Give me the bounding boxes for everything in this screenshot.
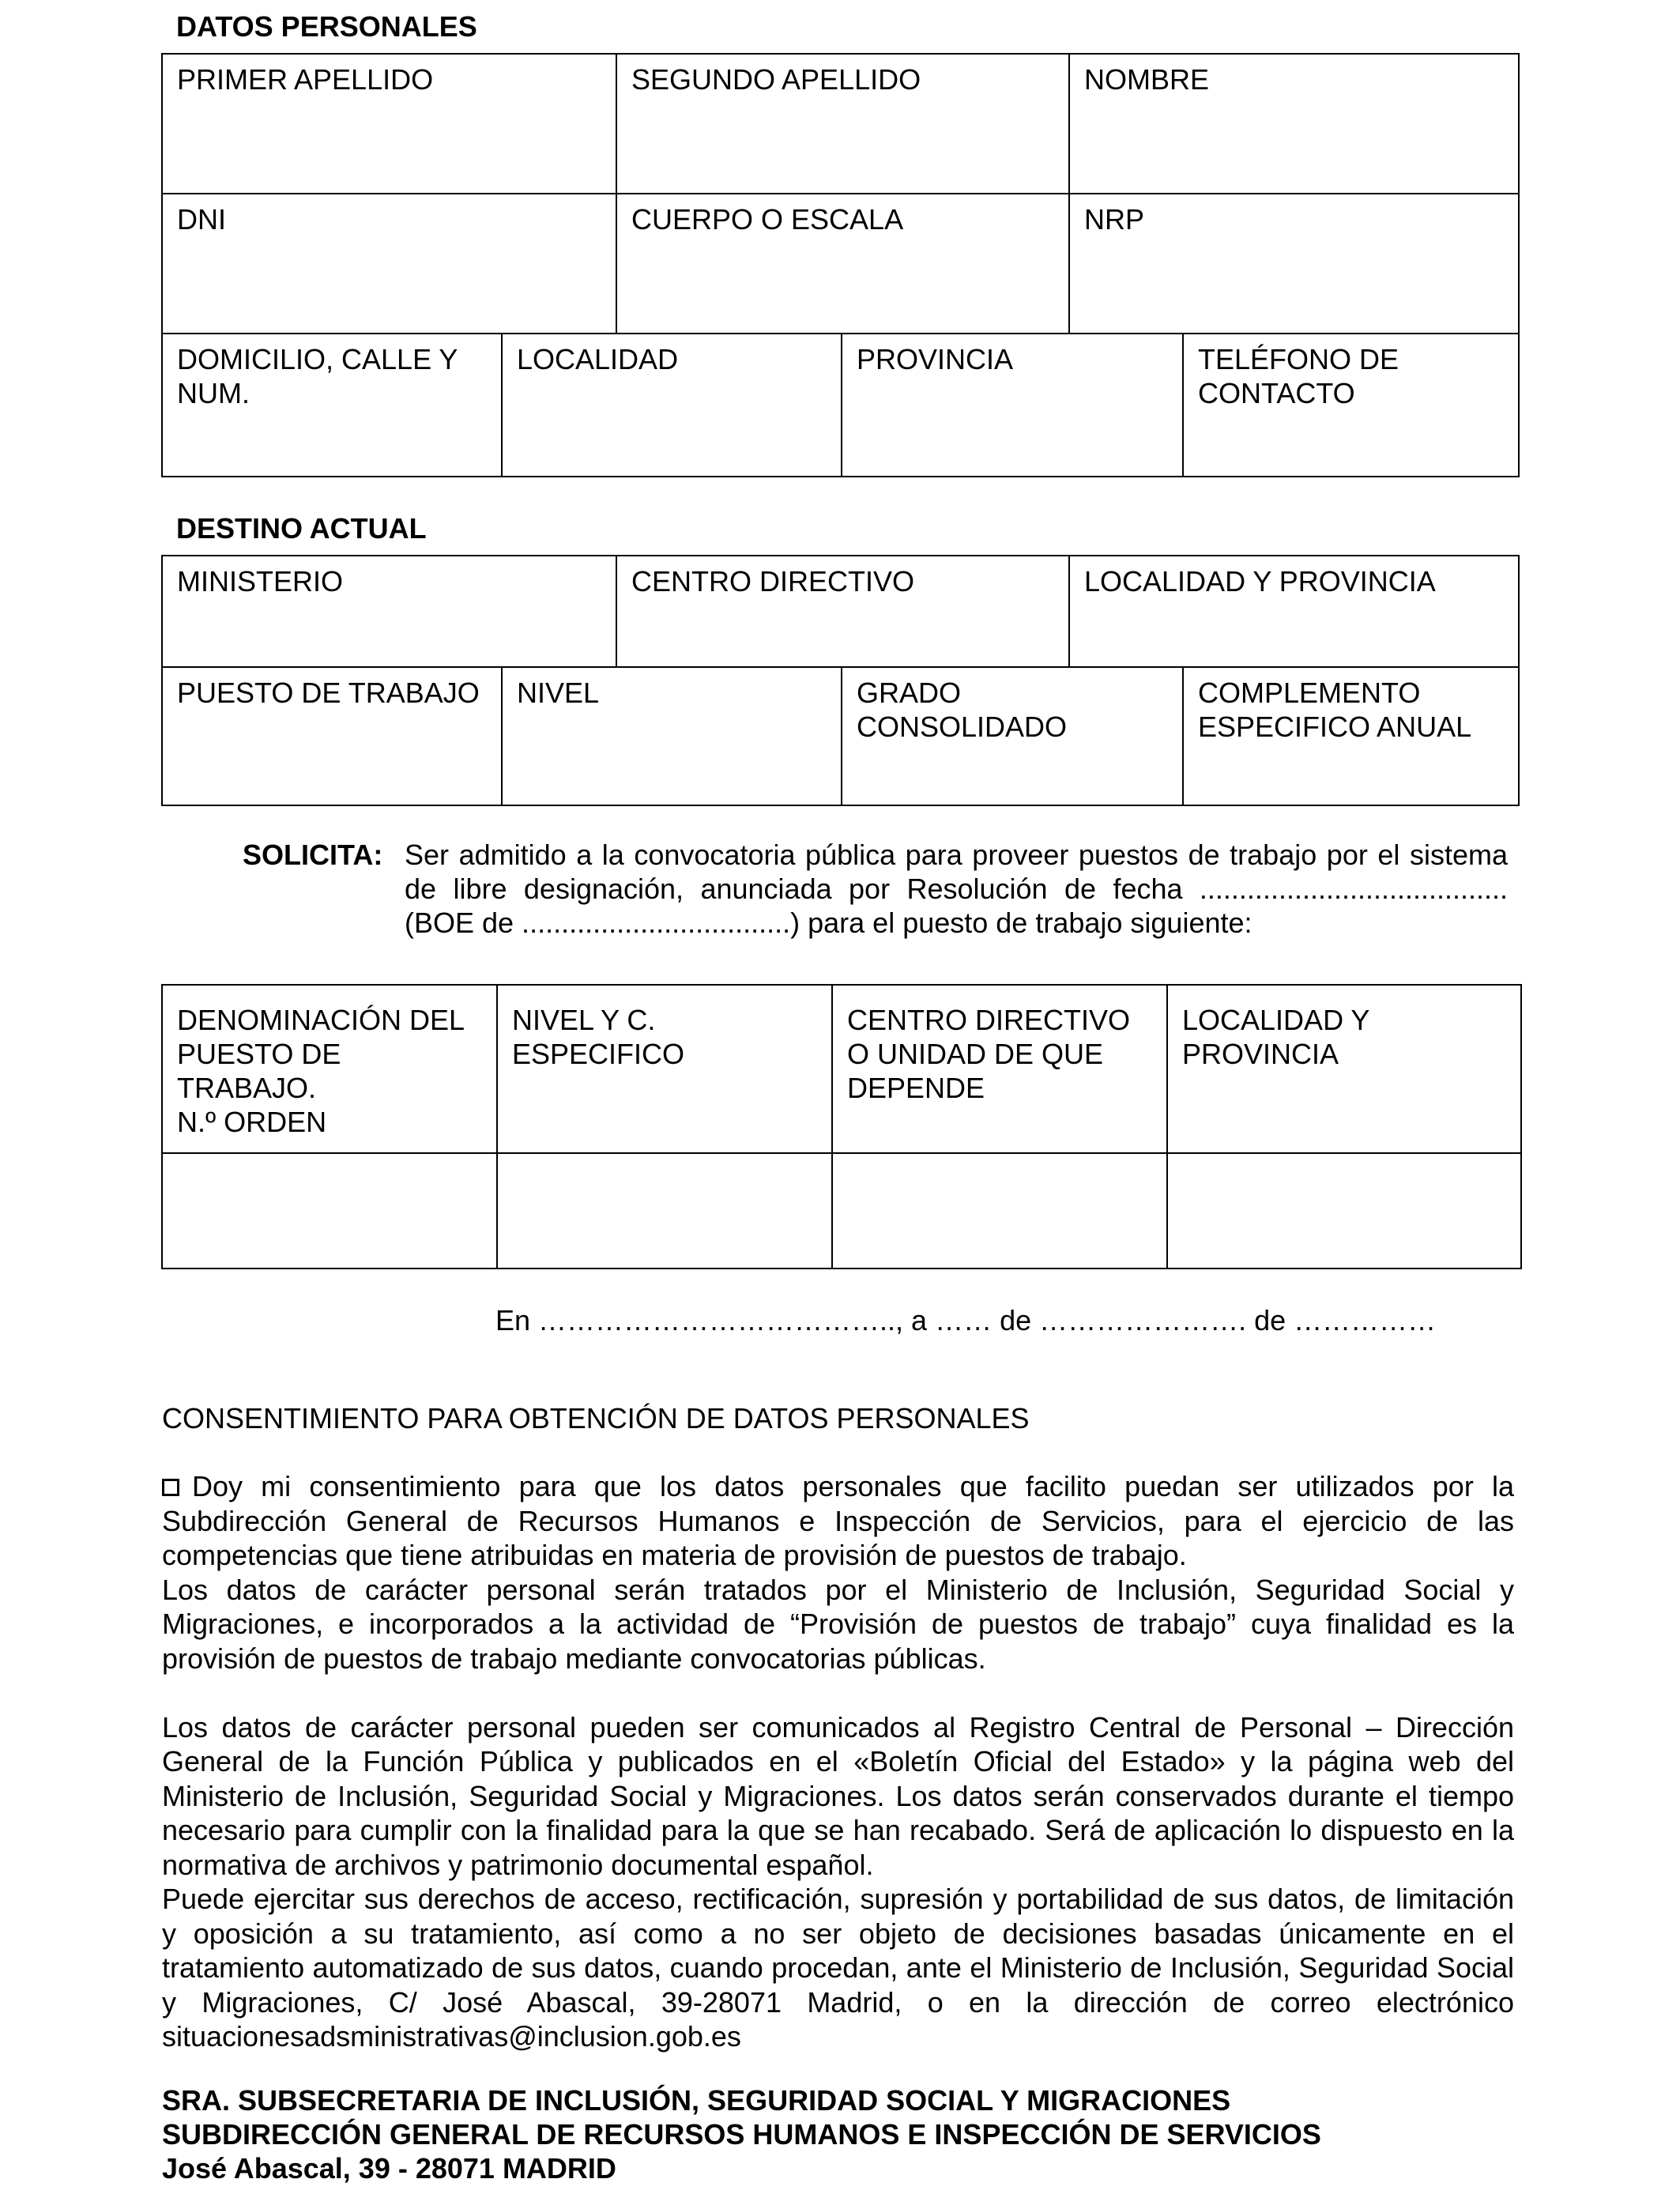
localidad-label: LOCALIDAD [517,343,679,375]
localidad-provincia-input-cell[interactable] [1167,1153,1521,1269]
segundo-apellido-label: SEGUNDO APELLIDO [631,63,921,96]
dni-label: DNI [177,203,226,236]
centro-unidad-label-3: DEPENDE [847,1072,985,1104]
nivel-field[interactable] [502,667,842,805]
nombre-field[interactable] [1069,54,1519,194]
puesto-trabajo-field[interactable] [162,667,502,805]
datos-personales-table-a [161,53,1520,334]
nombre-label: NOMBRE [1084,63,1210,96]
telefono-label-1: TELÉFONO DE [1198,343,1399,375]
destinatario-line-1: SRA. SUBSECRETARIA DE INCLUSIÓN, SEGURIDAD SOCIAL Y MIGRACIONES [162,2084,1231,2117]
nivel-c-label-1: NIVEL Y C. [512,1004,656,1036]
fecha-line[interactable]: En ……………………………….., a …… de …………………. de …………… [495,1304,1437,1336]
destino-actual-table-b [161,666,1520,806]
localidad-provincia-label: LOCALIDAD Y PROVINCIA [1084,565,1436,598]
centro-directivo-unidad-input-cell[interactable] [832,1153,1167,1269]
denominacion-label-2: PUESTO DE [177,1038,341,1070]
centro-directivo-field[interactable] [616,556,1069,667]
consentimiento-checkbox-text: Doy mi consentimiento para que los datos personales que facilito puedan ser utilizados por la Subdirección General de Recursos Humanos e Inspección de Servicios, para el ejercicio de las competencias que tiene atribuidas en materia de provisión de puestos de trabajo. [162,1470,1514,1571]
solicita-label: SOLICITA: [243,839,383,871]
denominacion-label-4: N.º ORDEN [177,1106,327,1138]
complemento-label-2: ESPECIFICO ANUAL [1198,711,1472,743]
cuerpo-escala-field[interactable] [616,194,1069,334]
provincia-label: PROVINCIA [857,343,1014,375]
telefono-field[interactable] [1183,334,1519,477]
denominacion-header [162,985,497,1153]
destino-actual-title: DESTINO ACTUAL [176,512,427,545]
consentimiento-checkbox-paragraph [162,1469,1514,1573]
datos-personales-table-b [161,333,1520,477]
nivel-c-label-2: ESPECIFICO [512,1038,685,1070]
destino-actual-table-a [161,555,1520,668]
domicilio-field[interactable] [162,334,502,477]
destinatario-line-2: SUBDIRECCIÓN GENERAL DE RECURSOS HUMANOS E INSPECCIÓN DE SERVICIOS [162,2118,1321,2151]
consentimiento-paragraph-2: Los datos de carácter personal pueden ser comunicados al Registro Central de Personal – Dirección General de la Función Pública y publicados en el «Boletín Oficial del Estado» y la página web del Ministerio de Inclusión, Seguridad Social y Migraciones. Los datos serán conservados durante el tiempo necesario para cumplir con la finalidad para la que se han recabado. Será de aplicación lo dispuesto en la normativa de archivos y patrimonio documental español. [162,1710,1514,1881]
complemento-label-1: COMPLEMENTO [1198,677,1421,709]
primer-apellido-label: PRIMER APELLIDO [177,63,434,96]
segundo-apellido-field[interactable] [616,54,1069,194]
provincia-field[interactable] [842,334,1183,477]
nrp-label: NRP [1084,203,1145,236]
solicita-line-1: Ser admitido a la convocatoria pública para proveer puestos de trabajo por el sistema [405,839,1508,871]
cuerpo-escala-label: CUERPO O ESCALA [631,203,904,236]
nivel-c-especifico-input-cell[interactable] [497,1153,832,1269]
centro-directivo-label: CENTRO DIRECTIVO [631,565,915,598]
primer-apellido-field[interactable] [162,54,616,194]
centro-unidad-label-1: CENTRO DIRECTIVO [847,1004,1131,1036]
grado-consolidado-field[interactable] [842,667,1183,805]
solicita-line-3: (BOE de ..................................) para el puesto de trabajo siguiente: [405,907,1252,939]
localidad-provincia-field[interactable] [1069,556,1519,667]
consentimiento-paragraph-1: Los datos de carácter personal serán tratados por el Ministerio de Inclusión, Seguridad Social y Migraciones, e incorporados a la actividad de “Provisión de puestos de trabajo” cuya finalidad es la provisión de puestos de trabajo mediante convocatorias públicas. [162,1573,1514,1675]
consentimiento-block [162,1469,1514,2054]
centro-directivo-unidad-header [832,985,1167,1153]
nivel-c-especifico-header [497,985,832,1153]
puesto-trabajo-label: PUESTO DE TRABAJO [177,677,480,709]
denominacion-label-1: DENOMINACIÓN DEL [177,1004,465,1036]
grado-label-2: CONSOLIDADO [857,711,1068,743]
consentimiento-title: CONSENTIMIENTO PARA OBTENCIÓN DE DATOS PERSONALES [162,1402,1030,1434]
ministerio-field[interactable] [162,556,616,667]
localidad-field[interactable] [502,334,842,477]
consentimiento-paragraph-3: Puede ejercitar sus derechos de acceso, rectificación, supresión y portabilidad de sus datos, de limitación y oposición a su tratamiento, así como a no ser objeto de decisiones basadas únicamente en el tratamiento automatizado de sus datos, cuando procedan, ante el Ministerio de Inclusión, Seguridad Social y Migraciones, C/ José Abascal, 39-28071 Madrid, o en la dirección de correo electrónico situacionesadsministrativas@inclusion.gob.es [162,1883,1514,2053]
telefono-label-2: CONTACTO [1198,377,1355,409]
dni-field[interactable] [162,194,616,334]
localidad-provincia-header [1167,985,1521,1153]
nivel-label: NIVEL [517,677,600,709]
solicita-text [405,838,1508,940]
localidad-y-label-1: LOCALIDAD Y [1182,1004,1370,1036]
datos-personales-title: DATOS PERSONALES [176,10,477,43]
consent-checkbox[interactable] [162,1479,179,1496]
nrp-field[interactable] [1069,194,1519,334]
solicita-line-2: de libre designación, anunciada por Resolución de fecha ....................................... [405,873,1508,905]
ministerio-label: MINISTERIO [177,565,344,598]
domicilio-label-1: DOMICILIO, CALLE Y [177,343,458,375]
denominacion-label-3: TRABAJO. [177,1072,317,1104]
grado-label-1: GRADO [857,677,962,709]
complemento-field[interactable] [1183,667,1519,805]
puesto-solicitado-table [161,984,1522,1269]
destinatario-line-3: José Abascal, 39 - 28071 MADRID [162,2152,616,2185]
localidad-y-label-2: PROVINCIA [1182,1038,1339,1070]
domicilio-label-2: NUM. [177,377,250,409]
denominacion-input-cell[interactable] [162,1153,497,1269]
centro-unidad-label-2: O UNIDAD DE QUE [847,1038,1104,1070]
